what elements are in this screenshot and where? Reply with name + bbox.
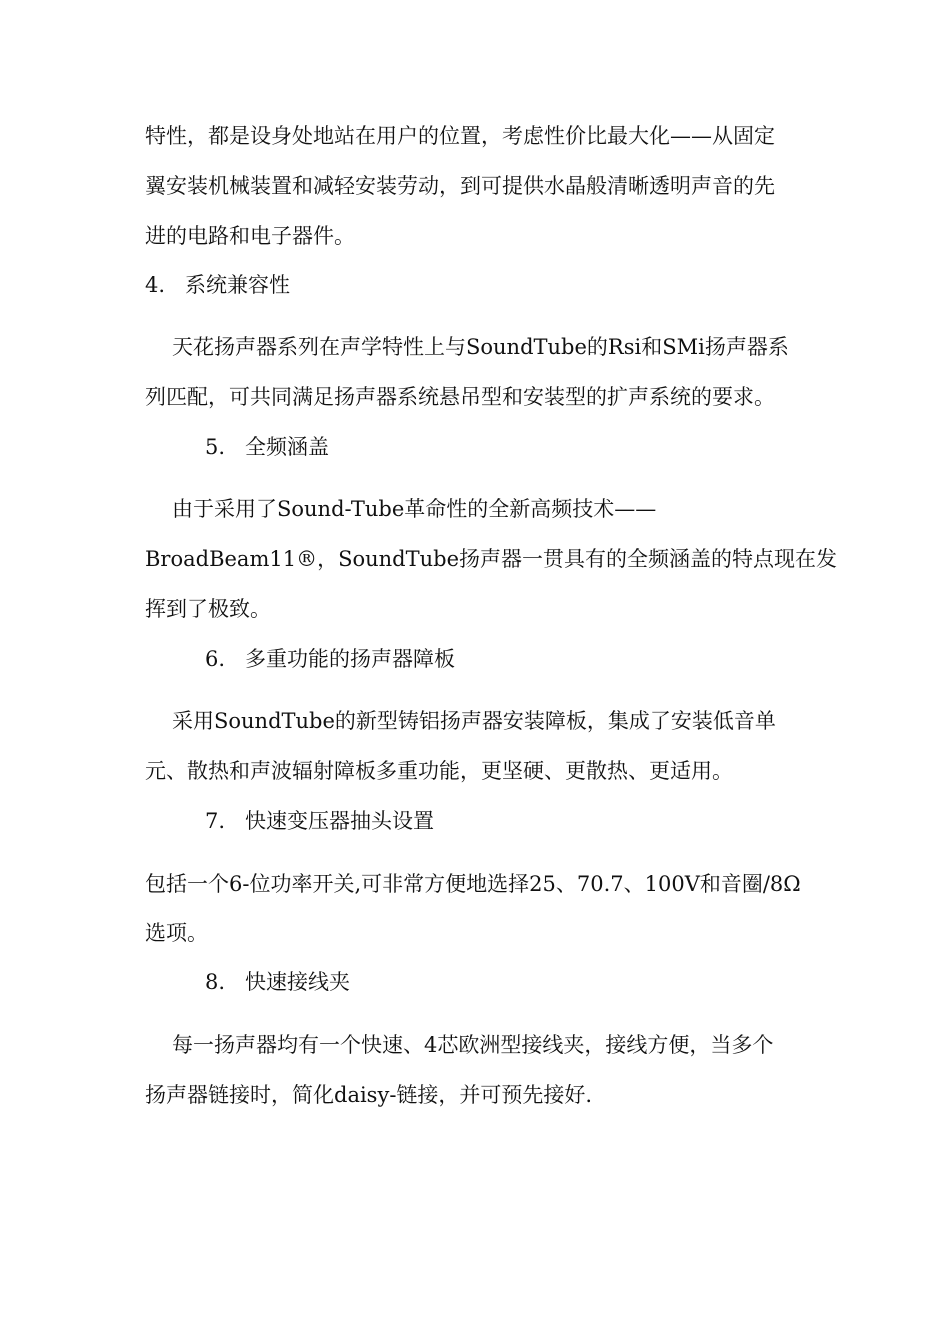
section-heading	[205, 644, 455, 674]
section-number: 8.	[205, 970, 226, 994]
body-line: 翼安装机械装置和减轻安装劳动，到可提供水晶般清晰透明声音的先	[145, 174, 775, 198]
body-line: 列匹配，可共同满足扬声器系统悬吊型和安装型的扩声系统的要求。	[145, 385, 775, 409]
body-line: 每一扬声器均有一个快速、4芯欧洲型接线夹，接线方便，当多个	[172, 1033, 774, 1057]
body-line: 元、散热和声波辐射障板多重功能，更坚硬、更散热、更适用。	[145, 759, 733, 783]
section-title: 快速接线夹	[245, 970, 350, 994]
section-heading	[145, 270, 290, 300]
body-line: BroadBeam11®，SoundTube扬声器一贯具有的全频涵盖的特点现在发	[145, 547, 838, 571]
body-line: 天花扬声器系列在声学特性上与SoundTube的Rsi和SMi扬声器系	[172, 335, 789, 359]
section-number: 5.	[205, 435, 226, 459]
body-line: 扬声器链接时，简化daisy-链接，并可预先接好.	[145, 1083, 593, 1107]
section-number: 7.	[205, 809, 226, 833]
body-line: 特性，都是设身处地站在用户的位置，考虑性价比最大化——从固定	[145, 124, 775, 148]
body-line: 进的电路和电子器件。	[145, 224, 355, 248]
section-title: 多重功能的扬声器障板	[245, 647, 455, 671]
section-heading	[205, 806, 434, 836]
section-title: 全频涵盖	[245, 435, 329, 459]
section-title: 快速变压器抽头设置	[245, 809, 434, 833]
body-line: 包括一个6-位功率开关,可非常方便地选择25、70.7、100V和音圈/8Ω	[145, 872, 801, 896]
body-line: 采用SoundTube的新型铸铝扬声器安装障板，集成了安装低音单	[172, 709, 776, 733]
section-heading	[205, 967, 350, 997]
body-line: 挥到了极致。	[145, 597, 271, 621]
section-title: 系统兼容性	[185, 273, 290, 297]
body-line: 选项。	[145, 921, 208, 945]
section-heading	[205, 432, 329, 462]
body-line: 由于采用了Sound-Tube革命性的全新高频技术——	[172, 497, 657, 521]
section-number: 6.	[205, 647, 226, 671]
section-number: 4.	[145, 273, 166, 297]
